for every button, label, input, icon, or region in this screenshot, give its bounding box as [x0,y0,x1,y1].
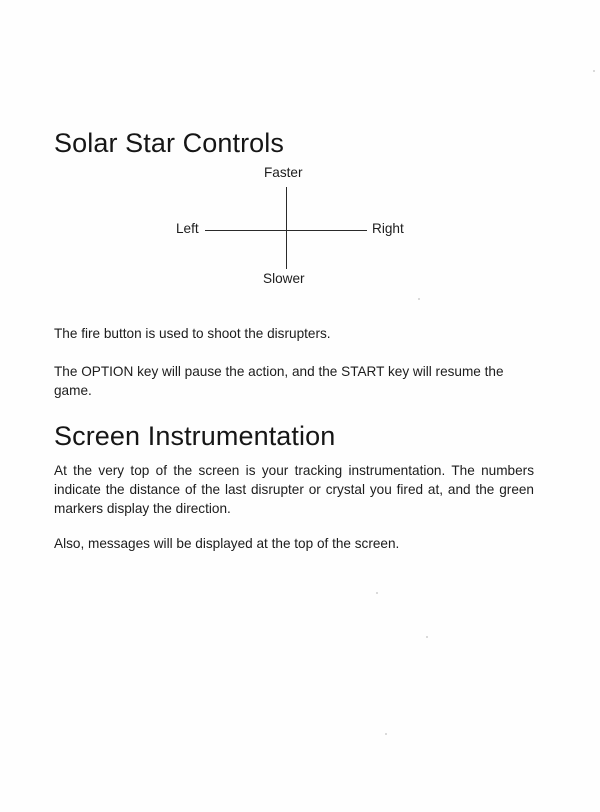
section-title-instrumentation: Screen Instrumentation [54,421,336,451]
diagram-vertical-axis [286,187,287,269]
paragraph-messages: Also, messages will be displayed at the top of the screen. [54,536,400,551]
scan-speck [376,592,378,594]
scan-speck [418,298,420,300]
diagram-label-left: Left [176,221,199,236]
diagram-label-slower: Slower [263,271,305,286]
section-title-controls: Solar Star Controls [54,128,284,158]
paragraph-tracking-instrumentation: At the very top of the screen is your tracking instrumentation. The numbers indicate the distance of the last disrupter or crystal you fired at, and the green markers display the direction. [54,463,534,516]
joystick-diagram [160,160,420,290]
scan-speck [593,70,595,72]
paragraph-fire-button: The fire button is used to shoot the disrupters. [54,326,331,341]
diagram-label-faster: Faster [264,165,303,180]
scan-speck [426,636,428,638]
diagram-label-right: Right [372,221,404,236]
paragraph-option-start: The OPTION key will pause the action, and the START key will resume the game. [54,364,504,398]
scan-speck [385,733,387,735]
